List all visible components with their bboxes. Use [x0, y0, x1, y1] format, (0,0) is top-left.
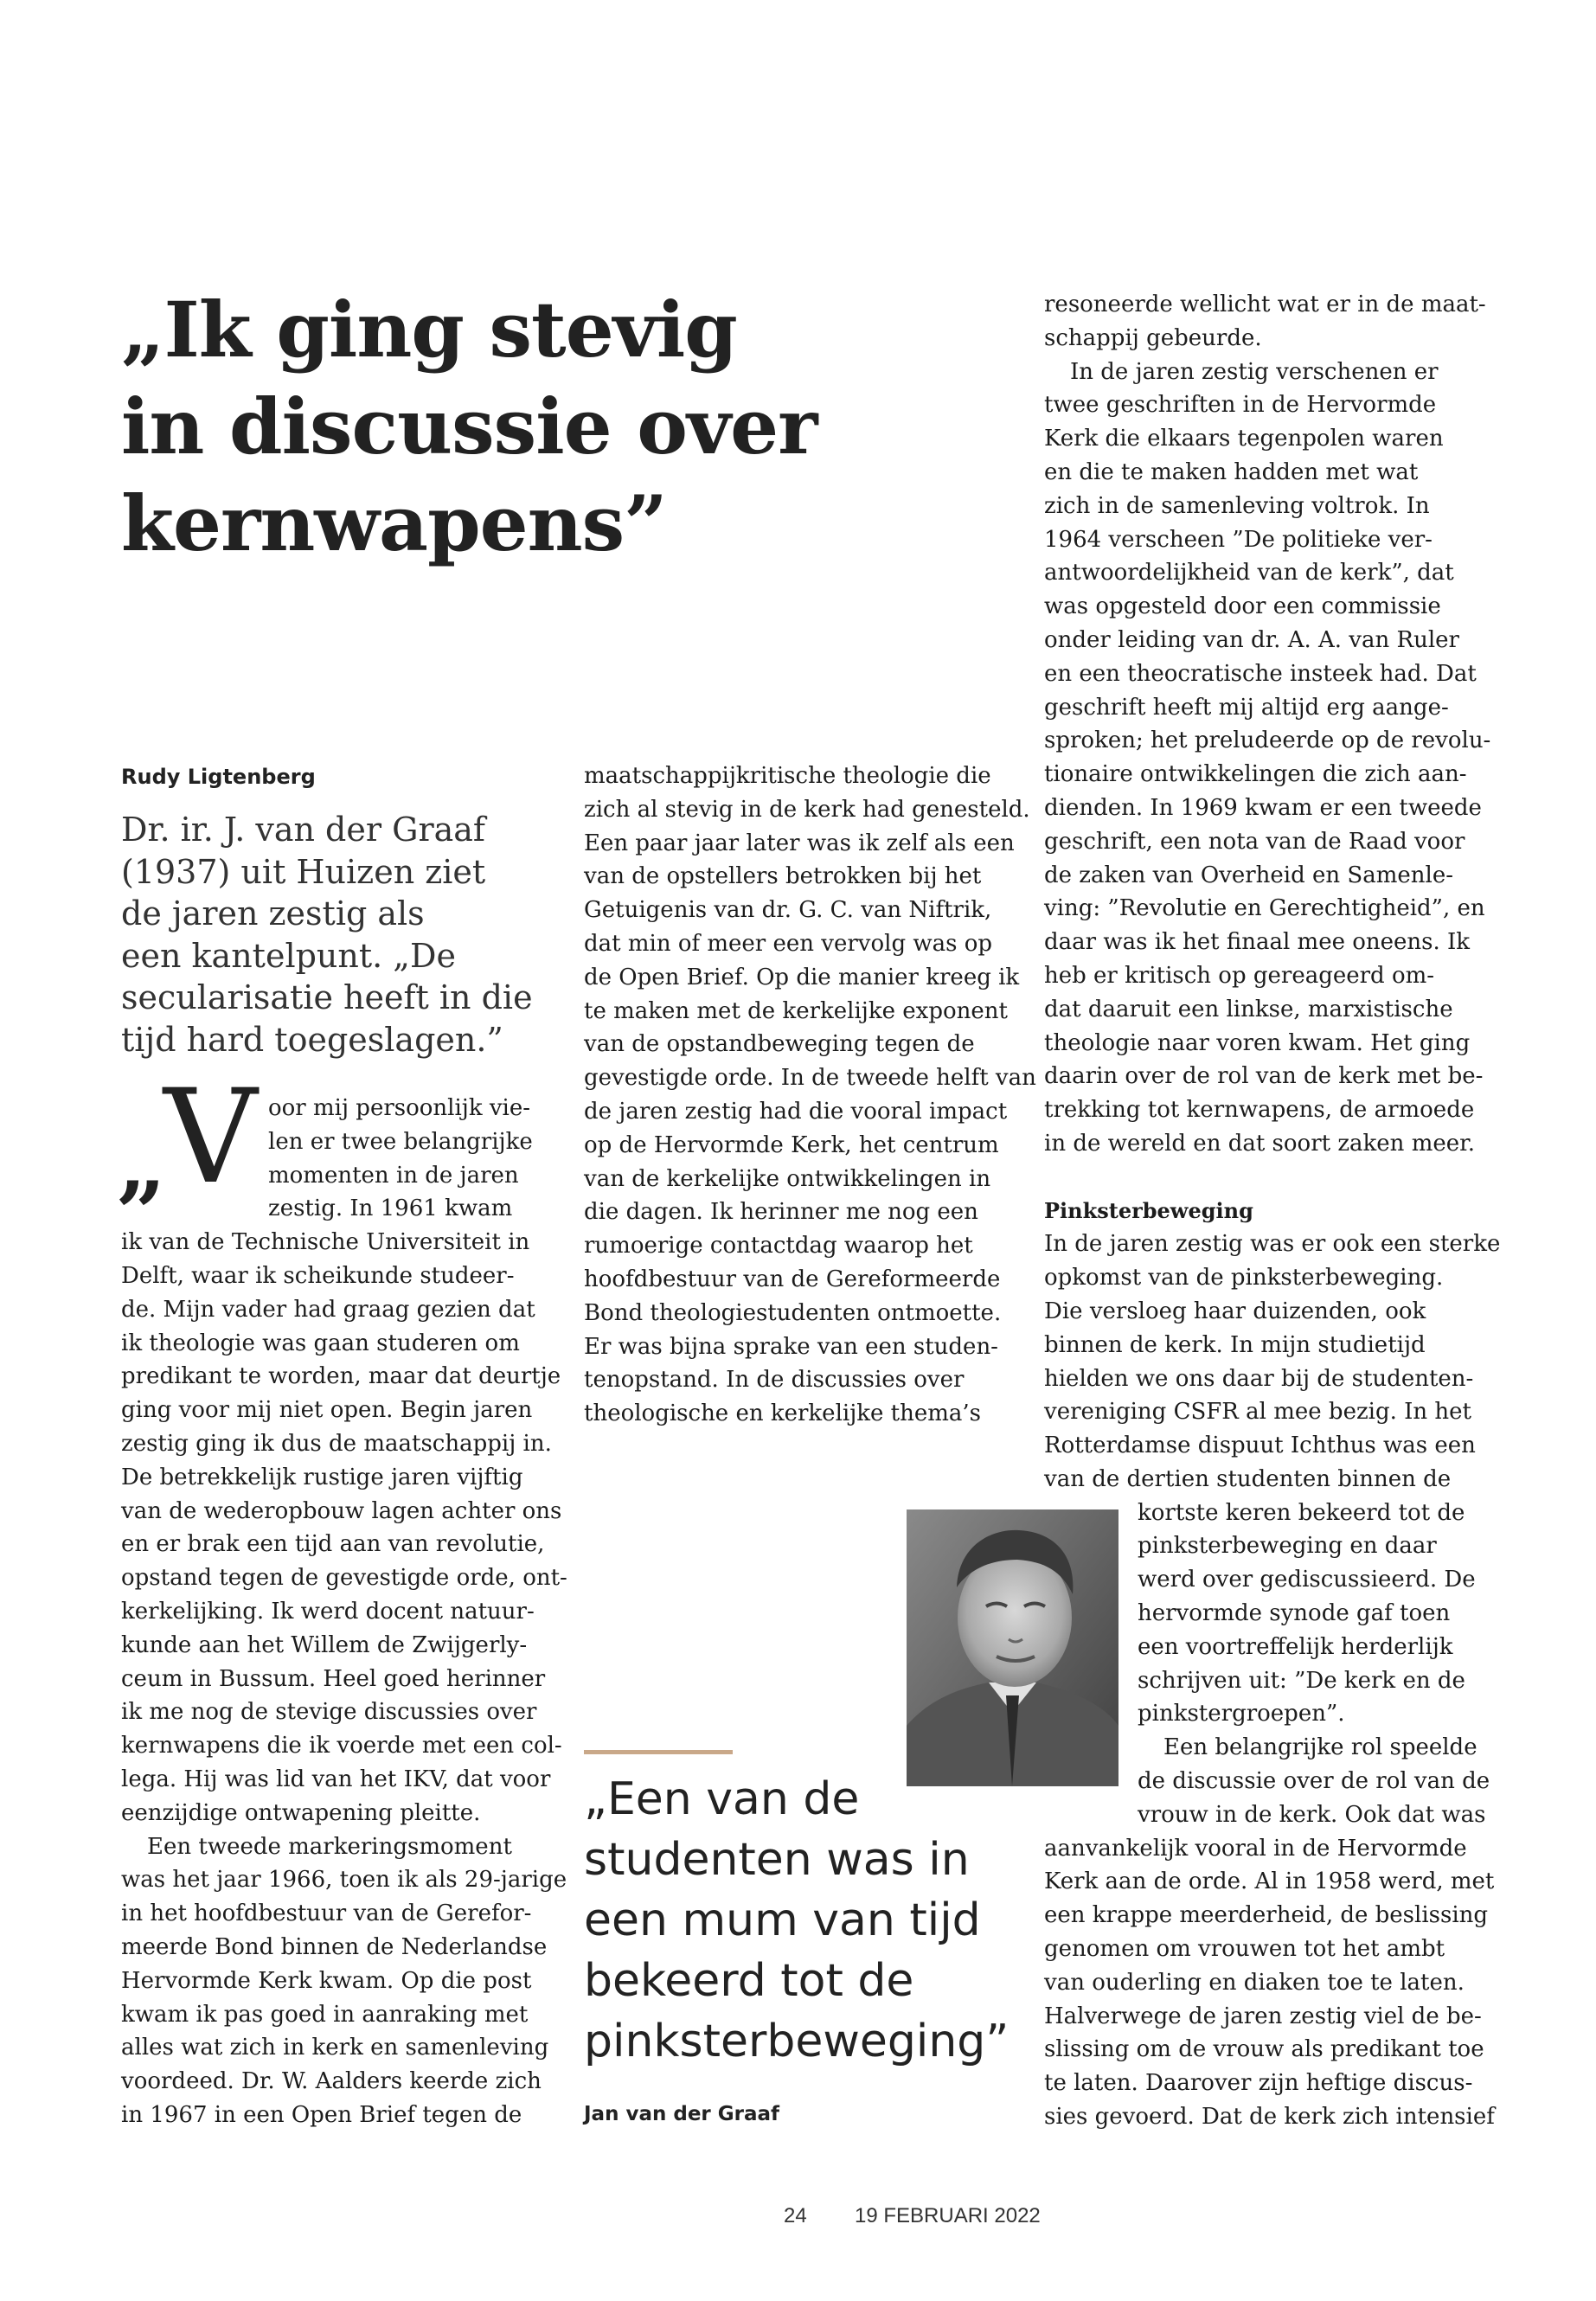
- body-line: tionaire ontwikkelingen die zich aan-: [1044, 761, 1467, 788]
- body-line: en een theocratische insteek had. Dat: [1044, 660, 1477, 687]
- body-line: de jaren zestig had die vooral impact: [584, 1098, 1008, 1125]
- body-line: schrijven uit: ”De kerk en de: [1138, 1667, 1465, 1694]
- intro-line: (1937) uit Huizen ziet: [121, 852, 486, 891]
- body-line: kortste keren bekeerd tot de: [1138, 1499, 1465, 1526]
- body-line: te maken met de kerkelijke exponent: [584, 997, 1008, 1024]
- body-line: hoofdbestuur van de Gereformeerde: [584, 1266, 1001, 1292]
- body-line: in de wereld en dat soort zaken meer.: [1044, 1130, 1475, 1157]
- body-line: Hervormde Kerk kwam. Op die post: [121, 1967, 532, 1994]
- body-line: in het hoofdbestuur van de Gerefor-: [121, 1900, 532, 1927]
- body-line: die dagen. Ik herinner me nog een: [584, 1199, 978, 1226]
- body-line: Delft, waar ik scheikunde studeer-: [121, 1262, 515, 1289]
- intro-line: een kantelpunt. „De: [121, 936, 456, 975]
- body-line: theologische en kerkelijke thema’s: [584, 1400, 982, 1427]
- body-line: pinkstergroepen”.: [1138, 1701, 1345, 1727]
- body-line: en er brak een tijd aan van revolutie,: [121, 1531, 545, 1558]
- drop-cap-letter: V: [163, 1062, 258, 1213]
- body-line: dienden. In 1969 kwam er een tweede: [1044, 794, 1482, 821]
- body-line: trekking tot kernwapens, de armoede: [1044, 1097, 1475, 1124]
- body-line: opkomst van de pinksterbeweging.: [1044, 1265, 1444, 1292]
- body-line: Halverwege de jaren zestig viel de be-: [1044, 2003, 1482, 2029]
- intro-line: de jaren zestig als: [121, 894, 425, 933]
- body-line: lega. Hij was lid van het IKV, dat voor: [121, 1766, 551, 1792]
- body-line: van de opstandbeweging tegen de: [584, 1031, 975, 1058]
- headline-line: in discussie over: [121, 381, 817, 471]
- body-line: van de opstellers betrokken bij het: [584, 863, 982, 890]
- body-line: maatschappijkritische theologie die: [584, 763, 991, 789]
- body-line: In de jaren zestig verschenen er: [1070, 358, 1439, 385]
- body-line: ging voor mij niet open. Begin jaren: [121, 1397, 533, 1424]
- body-line: een voortreffelijk herderlijk: [1138, 1633, 1453, 1660]
- body-line: slissing om de vrouw als predikant toe: [1044, 2036, 1484, 2063]
- intro-line: secularisatie heeft in die: [121, 978, 533, 1016]
- body-line: de discussie over de rol van de: [1138, 1768, 1490, 1795]
- body-line: was het jaar 1966, toen ik als 29-jarige: [121, 1867, 567, 1894]
- body-line: vereniging CSFR al mee bezig. In het: [1044, 1399, 1471, 1426]
- body-line: Een paar jaar later was ik zelf als een: [584, 830, 1015, 856]
- body-column-2: [584, 760, 1036, 1431]
- body-line: oor mij persoonlijk vie-: [268, 1095, 531, 1121]
- body-line: de Open Brief. Op die manier kreeg ik: [584, 964, 1020, 990]
- body-line: kwam ik pas goed in aanraking met: [121, 2001, 529, 2028]
- body-line: in 1967 in een Open Brief tegen de: [121, 2101, 522, 2128]
- body-line: Bond theologiestudenten ontmoette.: [584, 1299, 1002, 1326]
- body-line: theologie naar voren kwam. Het ging: [1044, 1029, 1471, 1056]
- pullquote-line: bekeerd tot de: [584, 1955, 914, 2007]
- body-line: aanvankelijk vooral in de Hervormde: [1044, 1835, 1467, 1862]
- body-line: sies gevoerd. Dat de kerk zich intensief: [1044, 2104, 1495, 2131]
- pullquote-author: Jan van der Graaf: [584, 2103, 780, 2125]
- body-line: onder leiding van dr. A. A. van Ruler: [1044, 626, 1459, 653]
- body-line: antwoordelijkheid van de kerk”, dat: [1044, 560, 1454, 586]
- body-column-3: [1044, 288, 1501, 2134]
- intro-line: Dr. ir. J. van der Graaf: [121, 811, 485, 849]
- body-line: alles wat zich in kerk en samenleving: [121, 2035, 549, 2061]
- body-line: geschrift, een nota van de Raad voor: [1044, 828, 1465, 855]
- body-line: twee geschriften in de Hervormde: [1044, 392, 1437, 419]
- body-line: van de kerkelijke ontwikkelingen in: [584, 1165, 991, 1192]
- portrait-image: [907, 1509, 1118, 1786]
- body-line: was opgesteld door een commissie: [1044, 593, 1441, 620]
- body-line: Kerk aan de orde. Al in 1958 werd, met: [1044, 1868, 1495, 1895]
- body-line: schappij gebeurde.: [1044, 324, 1262, 351]
- pullquote-line: studenten was in: [584, 1834, 970, 1886]
- drop-cap-quote: „: [117, 1112, 167, 1215]
- body-line: en die te maken hadden met wat: [1044, 458, 1419, 485]
- body-line: len er twee belangrijke: [268, 1128, 533, 1155]
- body-line: een krappe meerderheid, de beslissing: [1044, 1902, 1489, 1929]
- body-line: eenzijdige ontwapening pleitte.: [121, 1799, 481, 1826]
- body-line: binnen de kerk. In mijn studietijd: [1044, 1331, 1426, 1358]
- body-line: ik van de Technische Universiteit in: [121, 1229, 530, 1256]
- body-line: ceum in Bussum. Heel goed herinner: [121, 1665, 546, 1692]
- body-line: van de dertien studenten binnen de: [1044, 1465, 1452, 1492]
- body-line: daar was ik het finaal mee oneens. Ik: [1044, 929, 1471, 956]
- body-line: de zaken van Overheid en Samenle-: [1044, 862, 1454, 888]
- body-line: gevestigde orde. In de tweede helft van: [584, 1065, 1036, 1092]
- issue-date: 19 FEBRUARI 2022: [855, 2204, 1041, 2227]
- headline-line: „Ik ging stevig: [121, 285, 737, 375]
- body-line: Die versloeg haar duizenden, ook: [1044, 1298, 1426, 1324]
- body-line: ik me nog de stevige discussies over: [121, 1699, 537, 1726]
- body-line: meerde Bond binnen de Nederlandse: [121, 1933, 548, 1960]
- body-line: Rotterdamse dispuut Ichthus was een: [1044, 1433, 1476, 1459]
- portrait-photo: [907, 1509, 1118, 1786]
- section-subhead: Pinksterbeweging: [1044, 1197, 1253, 1223]
- body-line: ik theologie was gaan studeren om: [121, 1330, 520, 1356]
- pullquote-line: een mum van tijd: [584, 1894, 981, 1946]
- body-line: hielden we ons daar bij de studenten-: [1044, 1365, 1474, 1392]
- body-line: De betrekkelijk rustige jaren vijftig: [121, 1464, 523, 1490]
- body-line: 1964 verscheen ”De politieke ver-: [1044, 526, 1433, 553]
- pullquote-line: „Een van de: [584, 1773, 860, 1825]
- body-line: rumoerige contactdag waarop het: [584, 1233, 973, 1259]
- body-line: In de jaren zestig was er ook een sterke: [1044, 1231, 1501, 1258]
- body-line: kernwapens die ik voerde met een col-: [121, 1733, 562, 1759]
- body-line: Er was bijna sprake van een studen-: [584, 1333, 998, 1360]
- body-line: voordeed. Dr. W. Aalders keerde zich: [121, 2068, 542, 2095]
- body-line: predikant te worden, maar dat deurtje: [121, 1363, 561, 1390]
- column-spacer: [1044, 1161, 1477, 1195]
- body-line: van ouderling en diaken toe te laten.: [1044, 1969, 1465, 1996]
- body-line: werd over gediscussieerd. De: [1138, 1567, 1476, 1593]
- body-line: zestig. In 1961 kwam: [268, 1195, 513, 1222]
- body-line: ving: ”Revolutie en Gerechtigheid”, en: [1044, 895, 1485, 922]
- body-line: zestig ging ik dus de maatschappij in.: [121, 1430, 552, 1457]
- body-line: de. Mijn vader had graag gezien dat: [121, 1296, 535, 1323]
- body-line: daarin over de rol van de kerk met be-: [1044, 1063, 1484, 1090]
- body-line: genomen om vrouwen tot het ambt: [1044, 1936, 1445, 1963]
- body-line: op de Hervormde Kerk, het centrum: [584, 1131, 999, 1158]
- body-line: zich in de samenleving voltrok. In: [1044, 492, 1430, 519]
- body-line: resoneerde wellicht wat er in de maat-: [1044, 292, 1486, 317]
- body-line: Een belangrijke rol speelde: [1163, 1734, 1477, 1761]
- body-line: te laten. Daarover zijn heftige discus-: [1044, 2070, 1473, 2097]
- author-byline: Rudy Ligtenberg: [121, 765, 316, 789]
- body-line: sproken; het preludeerde op de revolu-: [1044, 727, 1491, 754]
- body-line: kerkelijking. Ik werd docent natuur-: [121, 1598, 535, 1625]
- body-line: pinksterbeweging en daar: [1138, 1533, 1437, 1560]
- body-line: momenten in de jaren: [268, 1162, 519, 1189]
- intro-line: tijd hard toegeslagen.”: [121, 1020, 503, 1059]
- intro-lead: [121, 809, 533, 1061]
- body-line: dat daaruit een linkse, marxistische: [1044, 996, 1453, 1022]
- body-line: dat min of meer een vervolg was op: [584, 930, 993, 957]
- pullquote-rule: [584, 1750, 733, 1754]
- pullquote-line: pinksterbeweging”: [584, 2016, 1010, 2067]
- body-line: tenopstand. In de discussies over: [584, 1367, 965, 1394]
- body-line: kunde aan het Willem de Zwijgerly-: [121, 1631, 528, 1658]
- body-line: Getuigenis van dr. G. C. van Niftrik,: [584, 897, 992, 924]
- body-line: Kerk die elkaars tegenpolen waren: [1044, 426, 1444, 452]
- body-line: hervormde synode gaf toen: [1138, 1600, 1451, 1627]
- pull-quote: [584, 1769, 1068, 2072]
- body-column-1: [121, 1092, 567, 2132]
- article-headline: [121, 281, 952, 572]
- headline-line: kernwapens”: [121, 478, 667, 568]
- page-number: 24: [784, 2204, 807, 2227]
- body-line: vrouw in de kerk. Ook dat was: [1138, 1801, 1486, 1828]
- body-line: opstand tegen de gevestigde orde, ont-: [121, 1565, 567, 1592]
- body-line: heb er kritisch op gereageerd om-: [1044, 962, 1435, 989]
- body-line: zich al stevig in de kerk had genesteld.: [584, 796, 1030, 823]
- body-line: geschrift heeft mij altijd erg aange-: [1044, 694, 1449, 721]
- body-line: Een tweede markeringsmoment: [147, 1833, 512, 1860]
- body-line: van de wederopbouw lagen achter ons: [121, 1497, 562, 1524]
